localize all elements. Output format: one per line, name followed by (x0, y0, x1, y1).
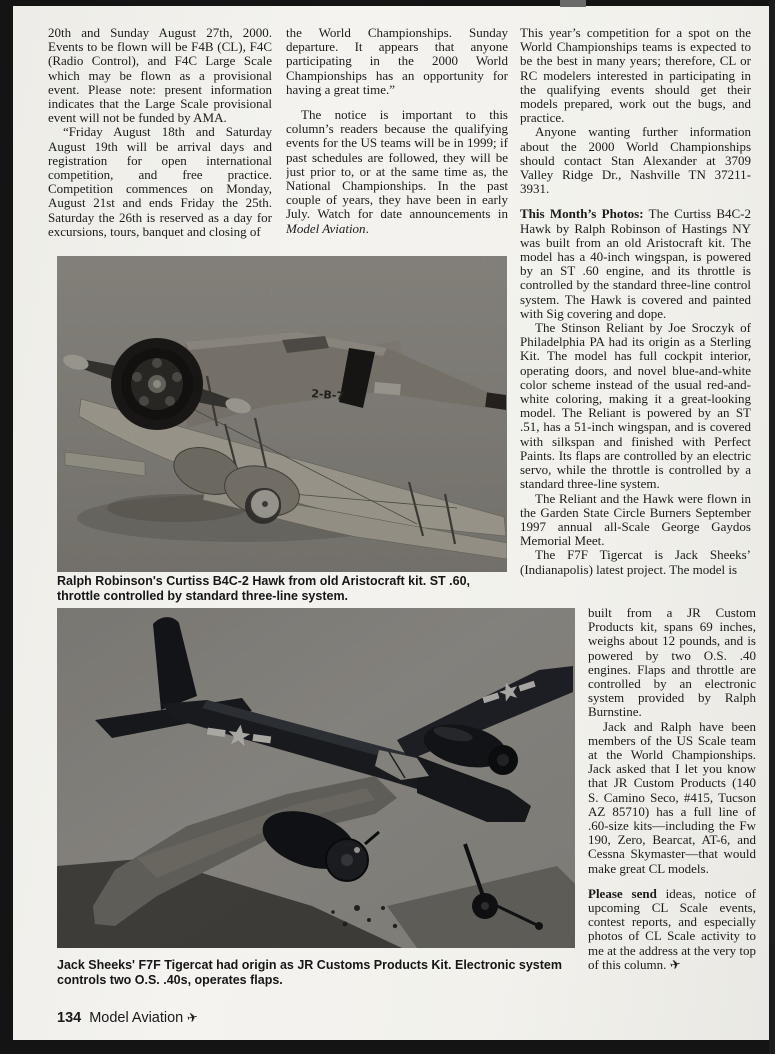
photo2-caption: Jack Sheeks' F7F Tigercat had origin as JR Customs Products Kit. Electronic system controls two O.S. .40s, operates flaps. (57, 958, 562, 987)
scan-edge-right (769, 0, 775, 1054)
photo1-image (57, 256, 507, 572)
fuselage-marking: 2-B-7 (310, 387, 345, 403)
photo-biplane-hawk (57, 256, 507, 572)
photo2-image (57, 608, 575, 948)
paragraph: The F7F Tigercat is Jack Sheeks’ (Indianapolis) latest project. The model is (520, 547, 751, 577)
paragraph: This year’s competition for a spot on the World Championships teams is expected to be the best in many years; therefore, CL or RC modelers interested in participating in the qualifying events should get their models prepared, work out the bugs, and practice. (520, 26, 751, 126)
scan-edge-notch (560, 0, 586, 7)
magazine-title-italic: Model Aviation (286, 220, 366, 236)
text-column-3-wrapped (588, 606, 756, 1036)
run-in-heading: This Month’s Photos: (520, 206, 644, 222)
paragraph (588, 887, 756, 972)
photo1-caption: Ralph Robinson's Curtiss B4C-2 Hawk from old Aristocraft kit. ST .60, throttle controlled by standard three-line system. (57, 574, 470, 603)
paragraph: The Reliant and the Hawk were flown in the Garden State Circle Burners September 1997 annual all-Scale George Gaydos Memorial Meet. (520, 490, 751, 549)
airplane-icon: ✈ (668, 955, 682, 973)
photo-tigercat (57, 608, 575, 948)
text-column-1 (48, 26, 272, 250)
paragraph: Jack and Ralph have been members of the US Scale team at the World Championships. Jack asked that I let you know that JR Custom Products (140 S. Camino Seco, #415, Tucson AZ 85710) has a full line of .60-size kits—including the Fw 190, Zero, Bearcat, AT-6, and Cessna Skymaster—that would make great CL models. (588, 718, 756, 876)
airplane-icon: ✈ (185, 1009, 200, 1026)
paragraph (520, 207, 751, 321)
text-column-3-upper (520, 26, 751, 606)
paragraph-text: The notice is important to this column’s readers because the qualifying events for the US teams will be in 1999; if past schedules are followed, they will be just prior to, or at the same time as, the National Championships. In the past couple of years, they have been in early July. Watch for date announcements in (286, 107, 508, 222)
paragraph: The Stinson Reliant by Joe Sroczyk of Philadelphia PA had its origin as a Sterling Kit. The model has full cockpit interior, operating doors, and novel blue-and-white color scheme instead of the usual red-and-white coloring, making it a great-looking model. The Reliant is powered by an ST .51, has a 51-inch wingspan, and is covered with silkspan and finished with Perfect Paints. Its flaps are controlled by an electric servo, while the throttle is controlled by a standard three-line system. (520, 320, 751, 492)
magazine-page (13, 6, 769, 1040)
paragraph: “Friday August 18th and Saturday August 19th will be arrival days and registration for open international competition, and free practice. Competition commences on Monday, August 21st and ends Friday the 25th. Saturday the 26th is reserved as a day for excursions, tours, banquet and closing of (48, 124, 272, 239)
paragraph-text: ideas, notice of upcoming CL Scale events, contest reports, and especially photos of CL Scale activity to me at the address at the very top of this column. (588, 885, 756, 972)
text-column-2 (286, 26, 508, 252)
page-number: 134 (57, 1010, 82, 1026)
paragraph (286, 108, 508, 236)
paragraph: the World Championships. Sunday departure. It appears that anyone participating in the 2000 World Championships has an opportunity for having a great time.” (286, 26, 508, 97)
paragraph: Anyone wanting further information about the 2000 World Championships should contact Stan Alexander at 3709 Valley Ridge Dr., Nashville TN 37211-3931. (520, 124, 751, 197)
magazine-name: Model Aviation (89, 1010, 184, 1026)
page-footer (57, 1010, 198, 1026)
paragraph: built from a JR Custom Products kit, spans 69 inches, weighs about 12 pounds, and is powered by two O.S. .40 engines. Flaps and throttle are controlled by an electronic system provided by Ralph Burnstine. (588, 606, 756, 720)
run-in-heading: Please send (588, 885, 657, 901)
paragraph-text: The Curtiss B4C-2 Hawk by Ralph Robinson of Hastings NY was built from an old Aristocraft kit. The model has a 40-inch wingspan, is powered by an ST .60 engine, and its throttle is controlled by the standard three-line control system. The Hawk is covered and painted with Sig covering and dope. (520, 206, 751, 321)
paragraph: 20th and Sunday August 27th, 2000. Events to be flown will be F4B (CL), F4C (Radio Control), and F4C Large Scale which may be flown as a provisional event. Please note: present information indicates that the Large Scale provisional event will not be funded by AMA. (48, 26, 272, 126)
paragraph-text: . (365, 220, 369, 236)
